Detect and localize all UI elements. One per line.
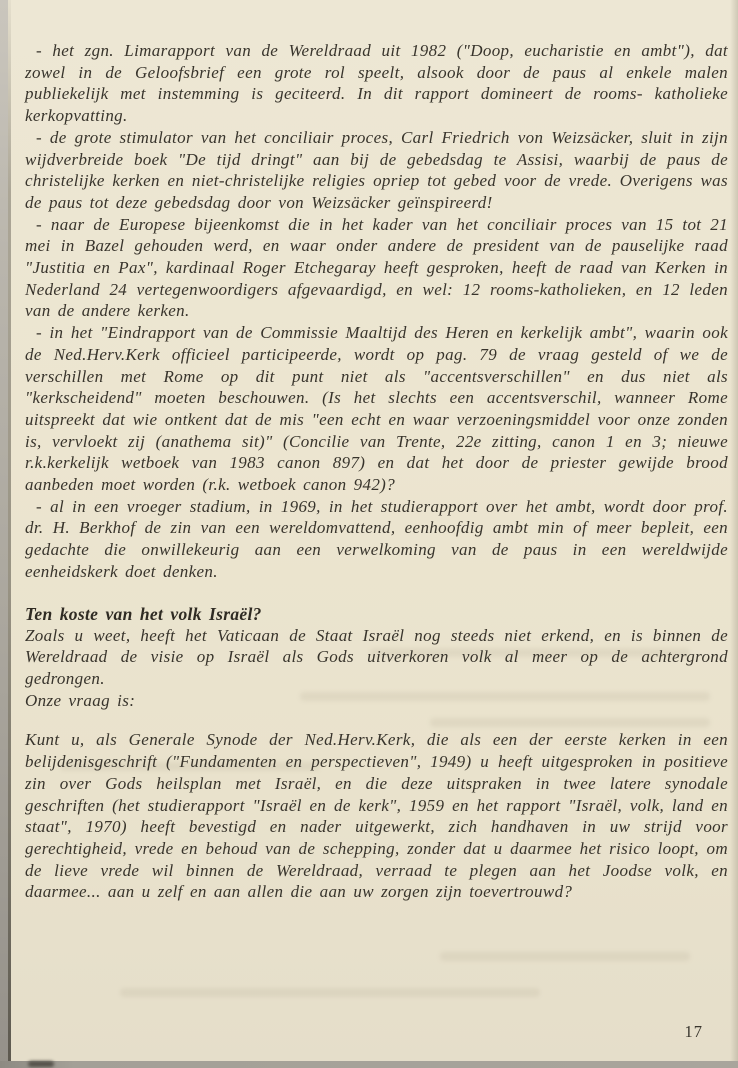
paragraph-our-question-lead: Onze vraag is: [25, 690, 136, 710]
scan-edge-right [730, 0, 738, 1068]
scan-edge-bottom [0, 1061, 738, 1068]
ink-smudge [28, 1061, 54, 1067]
show-through-text [120, 988, 540, 997]
paragraph-bullet-weizsaecker: - de grote stimulator van het conciliair proces, Carl Friedrich von Weizsäcker, sluit in zijn wijdverbreide boek "De tijd dringt" aan bij de gebedsdag te Assisi, waarbij de paus de christelijke kerken en niet-christelijke religies opriep tot gebed voor de vrede. Overigens was de paus tot deze gebedsdag door von Weizsäcker geïnspireerd! [25, 127, 728, 212]
paragraph-bullet-berkhof: - al in een vroeger stadium, in 1969, in het studierapport over het ambt, wordt door prof. dr. H. Berkhof de zin van een wereldomvattend, eenhoofdig ambt min of meer bepleit, een gedachte die onwillekeurig aan een verwelkoming van de paus in een wereldwijde eenheidskerk doet denken. [25, 496, 728, 581]
scan-edge-left [0, 0, 8, 1068]
page-text [25, 40, 728, 903]
section-heading: Ten koste van het volk Israël? [25, 603, 262, 624]
paragraph-bullet-bazel-meeting: - naar de Europese bijeenkomst die in het kader van het conciliair proces van 15 tot 21 mei in Bazel gehouden werd, en waar onder andere de president van de pauselijke raad "Justitia en Pax", kardinaal Roger Etchegaray heeft gesproken, heeft de raad van Kerken in Nederland 24 vertegenwoordigers afgevaardigd, en wel: 12 rooms-katholieken, en 12 leden van de andere kerken. [25, 214, 728, 321]
paragraph-bullet-lima-report: - het zgn. Limarapport van de Wereldraad uit 1982 ("Doop, eucharistie en ambt"), dat zowel in de Geloofsbrief een grote rol speelt, alsook door de paus al enkele malen publiekelijk met instemming is geciteerd. In dit rapport domineert de rooms- katholieke kerkopvatting. [25, 41, 728, 126]
page-number: 17 [684, 1022, 703, 1041]
page-fold-line [8, 0, 11, 1068]
paragraph-intro: Zoals u weet, heeft het Vaticaan de Staat Israël nog steeds niet erkend, en is binnen de Wereldraad de visie op Israël als Gods uitverkoren volk al meer op de achtergrond gedrongen. [25, 625, 728, 688]
paragraph-bullet-eindrapport: - in het "Eindrapport van de Commissie Maaltijd des Heren en kerkelijk ambt", waarin ook de Ned.Herv.Kerk officieel participeerde, wordt op pag. 79 de vraag gesteld of we de verschillen met Rome op dit punt niet als "accentsverschillen" en dus niet als "kerkscheidend" moeten beschouwen. (Is het slechts een accentsverschil, wanneer Rome uitspreekt dat wie ontkent dat de mis "een echt en waar verzoeningsmiddel voor onze zonden is, vervloekt zij (anathema sit)" (Concilie van Trente, 22e zitting, canon 1 en 3; nieuwe r.k.kerkelijk wetboek van 1983 canon 897) en dat het door de priester gewijde brood aanbeden moet worden (r.k. wetboek canon 942)? [25, 323, 728, 495]
paragraph-question: Kunt u, als Generale Synode der Ned.Herv.Kerk, die als een der eerste kerken in een belijdenisgeschrift ("Fundamenten en perspectieven", 1949) u heeft uitgesproken in positieve zin over Gods heilsplan met Israël, en die deze uitspraken in twee latere synodale geschriften (het studierapport "Israël en de kerk", 1959 en het rapport "Israël, volk, land en staat", 1970) heeft bevestigd en nader uitgewerkt, zich handhaven in uw strijd voor gerechtigheid, vrede en behoud van de schepping, zonder dat u daarmee het risico loopt, om de lieve vrede wil binnen de Wereldraad, verraad te plegen aan het Joodse volk, en daarmee... aan u zelf en aan allen die aan uw zorgen zijn toevertrouwd? [25, 730, 728, 902]
show-through-text [440, 952, 690, 961]
